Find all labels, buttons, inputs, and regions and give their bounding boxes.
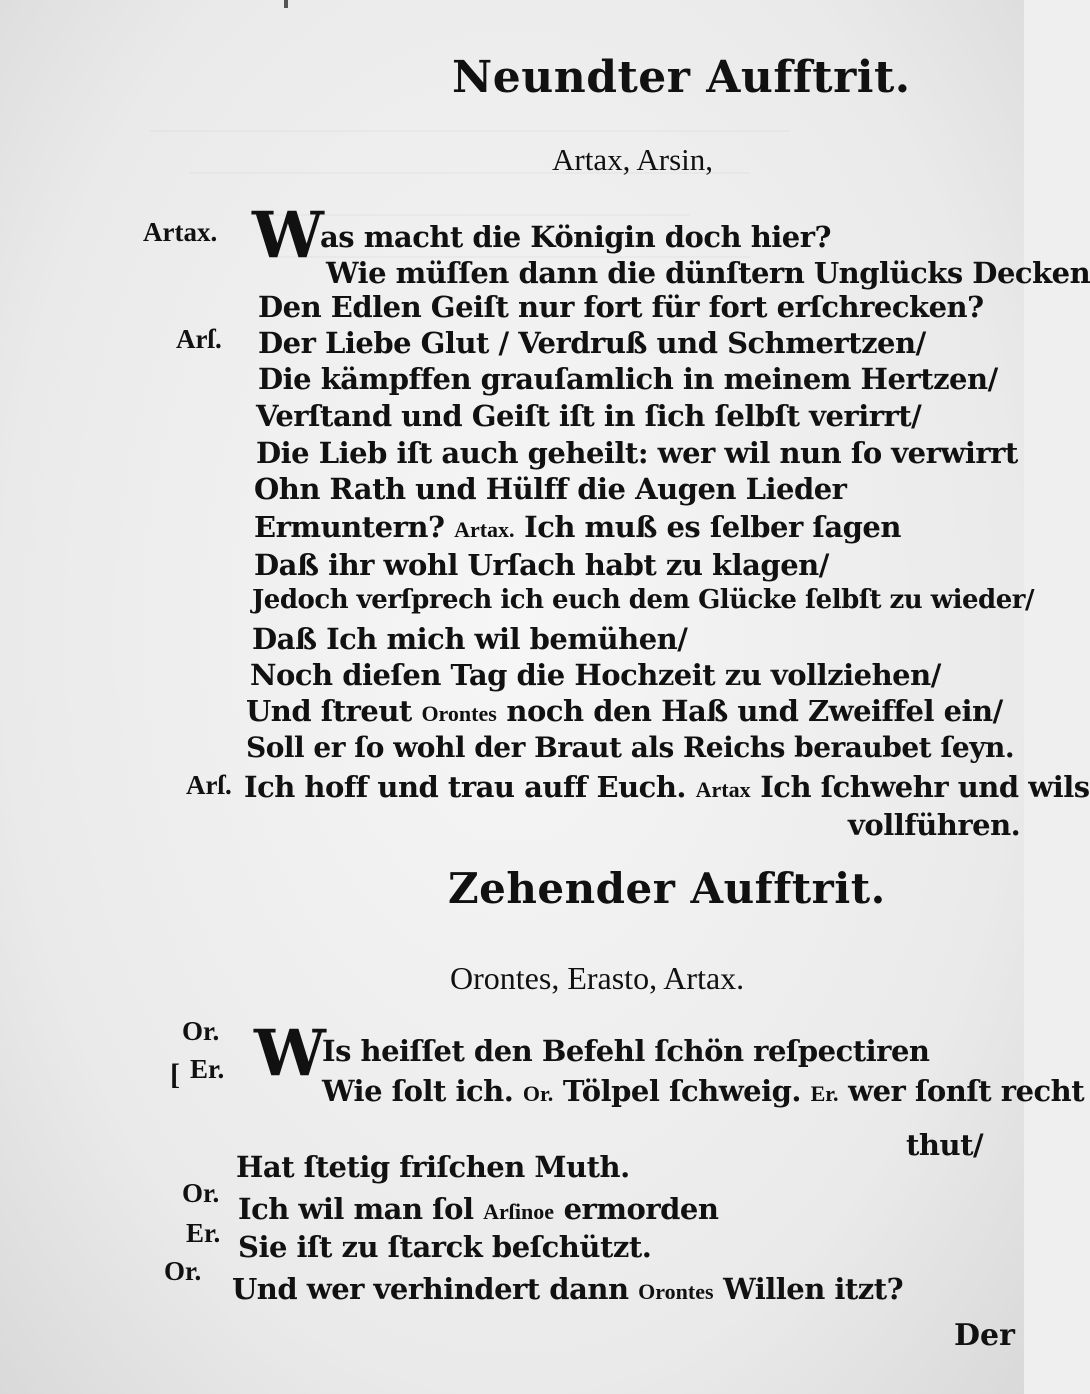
page-mark (284, 0, 288, 8)
verse-line (232, 1272, 903, 1306)
verse-text: ermorden (563, 1192, 719, 1226)
bracket-mark: [ (170, 1058, 180, 1091)
speaker-cue: Er. (810, 1081, 839, 1106)
speaker-cue: Artax (695, 777, 751, 802)
drop-initial: W (252, 198, 324, 273)
verse-line: thut/ (906, 1128, 984, 1162)
speaker-cue: Artax. (454, 517, 515, 542)
verse-text: Ich ſchwehr und wils (760, 770, 1090, 804)
verse-line: Daß ihr wohl Urſach habt zu klagen/ (254, 548, 829, 582)
verse-line: Is heiſſet den Befehl ſchön reſpectiren (322, 1034, 930, 1068)
verse-text: Ermuntern? (254, 510, 445, 544)
scene9-title: Neundter Aufftrit. (452, 52, 911, 103)
scene10-title: Zehender Aufftrit. (448, 864, 886, 913)
verse-text: noch den Haß und Zweiffel ein/ (506, 694, 1003, 728)
verse-line: Ohn Rath und Hülff die Augen Lieder (254, 472, 847, 506)
verse-line (246, 694, 1003, 728)
speaker-orontes: Or. (182, 1016, 220, 1046)
speaker-erasto: Er. (190, 1054, 225, 1084)
speaker-cue: Orontes (421, 701, 497, 726)
verse-text: wer ſonſt recht (848, 1074, 1085, 1108)
verse-line: Soll er ſo wohl der Braut als Reichs beraubet ſeyn. (246, 731, 1015, 764)
verse-text: Wie ſolt ich. (322, 1074, 514, 1108)
drop-initial: W (254, 1016, 326, 1091)
verse-text: Tölpel ſchweig. (562, 1074, 801, 1108)
speaker-cue: Orontes (638, 1279, 714, 1304)
verse-line (322, 1074, 1084, 1108)
speaker-arsin: Arſ. (176, 324, 222, 354)
verse-line: vollführen. (848, 808, 1021, 842)
verse-text: Willen itzt? (723, 1272, 904, 1306)
verse-line: Der Liebe Glut / Verdruß und Schmertzen/ (258, 326, 926, 360)
speaker-arsin: Arſ. (186, 770, 232, 800)
verse-line (244, 770, 1090, 804)
verse-text: Und ſtreut (246, 694, 412, 728)
verse-line: Noch dieſen Tag die Hochzeit zu vollziehen/ (250, 658, 941, 692)
verse-text: Ich wil man ſol (238, 1192, 474, 1226)
verse-line: Den Edlen Geiſt nur fort für fort erſchrecken? (258, 290, 984, 324)
verse-text: Ich muß es ſelber ſagen (524, 510, 901, 544)
speaker-cue: Arſinoe (483, 1199, 554, 1224)
speaker-orontes: Or. (164, 1256, 202, 1286)
verse-text: Ich hoff und trau auff Euch. (244, 770, 687, 804)
verse-line: Die Lieb iſt auch geheilt: wer wil nun ſo verwirrt (256, 436, 1018, 470)
verse-line: Sie iſt zu ſtarck beſchützt. (238, 1230, 652, 1264)
catchword: Der (954, 1318, 1015, 1353)
speaker-cue: Or. (522, 1081, 554, 1106)
verse-line (254, 510, 901, 544)
scene10-cast: Orontes, Erasto, Artax. (450, 960, 745, 996)
speaker-orontes: Or. (182, 1178, 220, 1208)
verse-line: as macht die Königin doch hier? (320, 220, 832, 254)
verse-line: Jedoch verſprech ich euch dem Glücke ſelbſt zu wieder/ (252, 585, 1034, 615)
speaker-artax: Artax. (143, 217, 218, 247)
verse-line: Hat ſtetig friſchen Muth. (236, 1150, 630, 1184)
verse-line: Die kämpffen grauſamlich in meinem Hertzen/ (258, 362, 998, 396)
verse-text: Und wer verhindert dann (232, 1272, 629, 1306)
verse-line (238, 1192, 718, 1226)
speaker-erasto: Er. (186, 1218, 221, 1248)
scene9-cast: Artax, Arsin, (552, 142, 714, 177)
verse-line: Wie müſſen dann die dünſtern Unglücks Decken (326, 256, 1090, 290)
verse-line: Verſtand und Geiſt iſt in ſich ſelbſt verirrt/ (256, 399, 922, 433)
verse-line: Daß Ich mich wil bemühen/ (252, 622, 688, 656)
